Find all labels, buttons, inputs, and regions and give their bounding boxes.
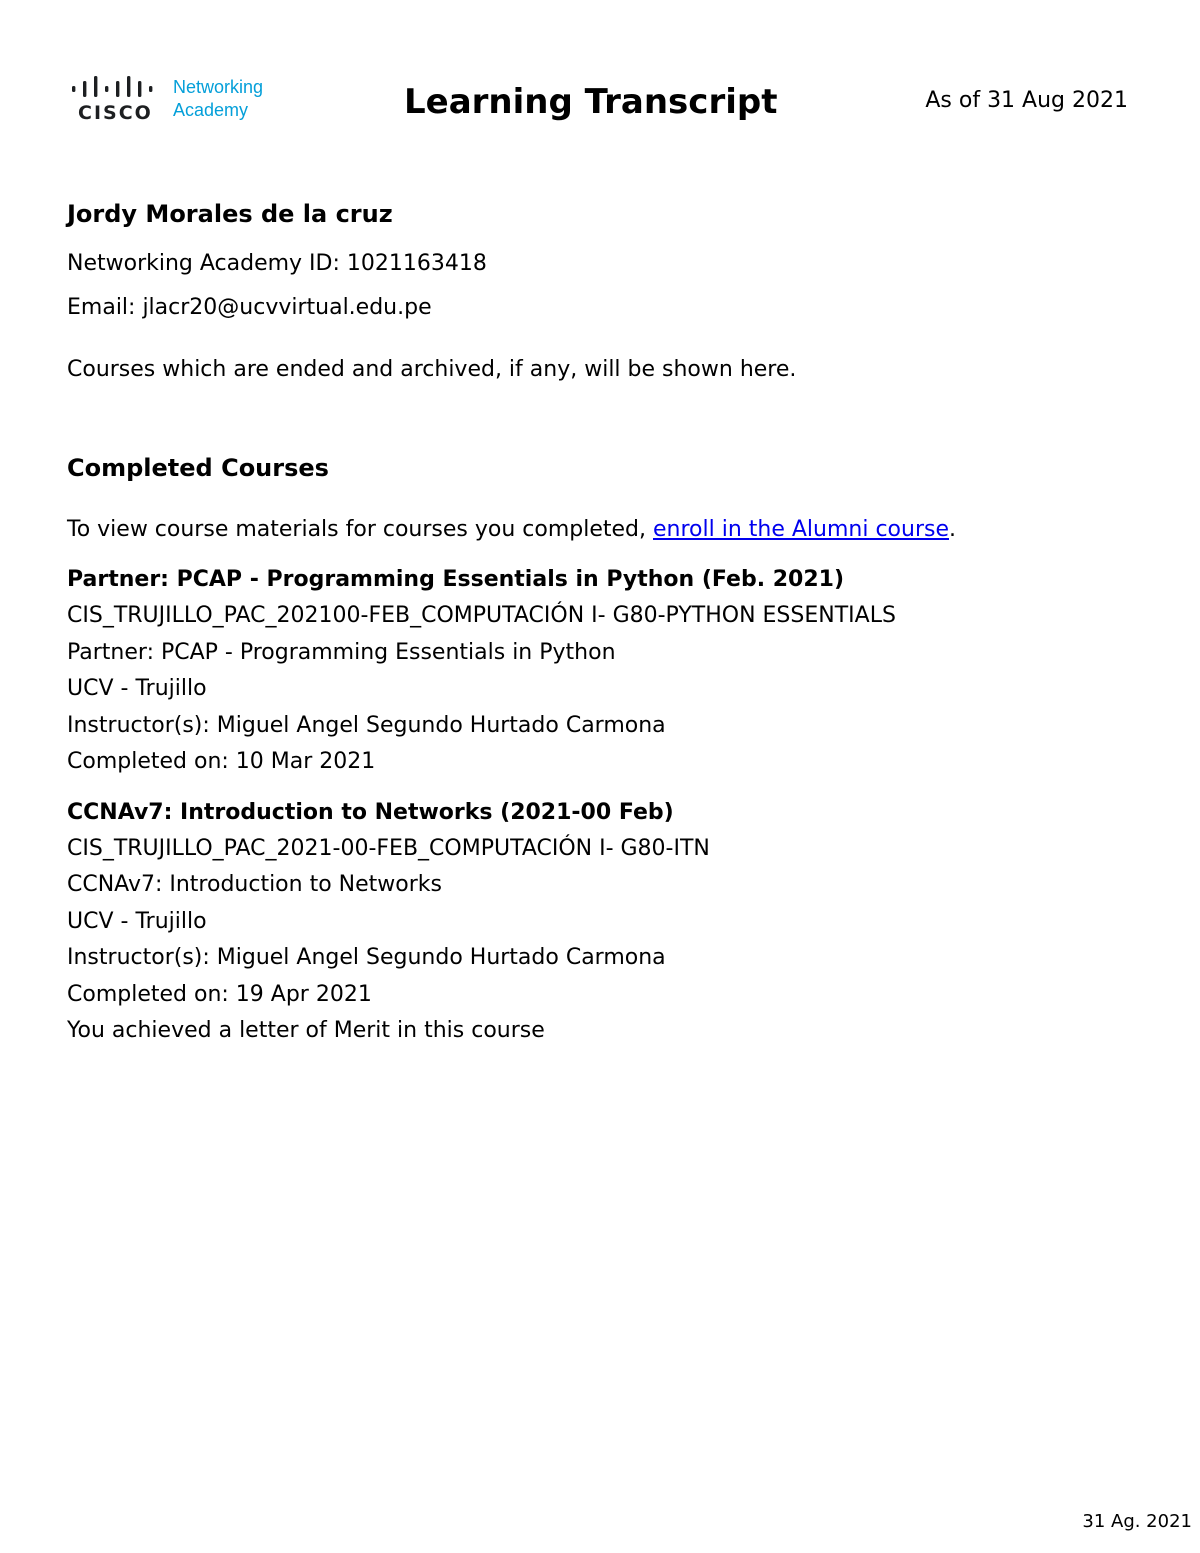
course-completed-date: Completed on: 19 Apr 2021 (67, 981, 372, 1007)
course-completed-date: Completed on: 10 Mar 2021 (67, 749, 376, 774)
academy-id: Networking Academy ID: 1021163418 (67, 251, 487, 276)
completed-courses-heading: Completed Courses (67, 454, 329, 482)
course-entry (67, 562, 1147, 781)
cisco-bars-icon (72, 76, 162, 100)
cisco-networking-academy-logo (72, 72, 282, 128)
course-instructors: Instructor(s): Miguel Angel Segundo Hurtado Carmona (67, 712, 666, 738)
course-class-name: CIS_TRUJILLO_PAC_2021-00-FEB_COMPUTACIÓN I- G80-ITN (67, 835, 710, 861)
logo-academy-text (173, 76, 263, 122)
course-title: Partner: PCAP - Programming Essentials in Python (Feb. 2021) (67, 567, 845, 592)
archived-courses-note: Courses which are ended and archived, if any, will be shown here. (67, 357, 797, 382)
transcript-body (67, 196, 1147, 1050)
course-institution: UCV - Trujillo (67, 908, 207, 934)
course-name: CCNAv7: Introduction to Networks (67, 872, 442, 897)
student-email: Email: jlacr20@ucvvirtual.edu.pe (67, 295, 432, 320)
logo-line-academy: Academy (173, 100, 249, 120)
course-achievement: You achieved a letter of Merit in this course (67, 1018, 545, 1043)
student-name: Jordy Morales de la cruz (67, 200, 393, 228)
alumni-course-link[interactable]: enroll in the Alumni course (653, 517, 949, 542)
alumni-note-suffix: . (949, 517, 956, 542)
course-instructors: Instructor(s): Miguel Angel Segundo Hurtado Carmona (67, 945, 666, 970)
course-class-name: CIS_TRUJILLO_PAC_202100-FEB_COMPUTACIÓN I- G80-PYTHON ESSENTIALS (67, 603, 896, 628)
course-title: CCNAv7: Introduction to Networks (2021-00 Feb) (67, 799, 674, 825)
page-title: Learning Transcript (404, 82, 778, 122)
logo-line-networking: Networking (173, 77, 264, 97)
alumni-note-prefix: To view course materials for courses you completed, (67, 517, 653, 542)
course-name: Partner: PCAP - Programming Essentials in Python (67, 639, 616, 665)
course-institution: UCV - Trujillo (67, 676, 207, 701)
course-entry (67, 795, 1147, 1050)
footer-date: 31 Ag. 2021 (1082, 1511, 1192, 1532)
alumni-course-note (67, 512, 1147, 548)
logo-brand-text: CISCO (78, 102, 153, 124)
as-of-date: As of 31 Aug 2021 (925, 88, 1128, 113)
